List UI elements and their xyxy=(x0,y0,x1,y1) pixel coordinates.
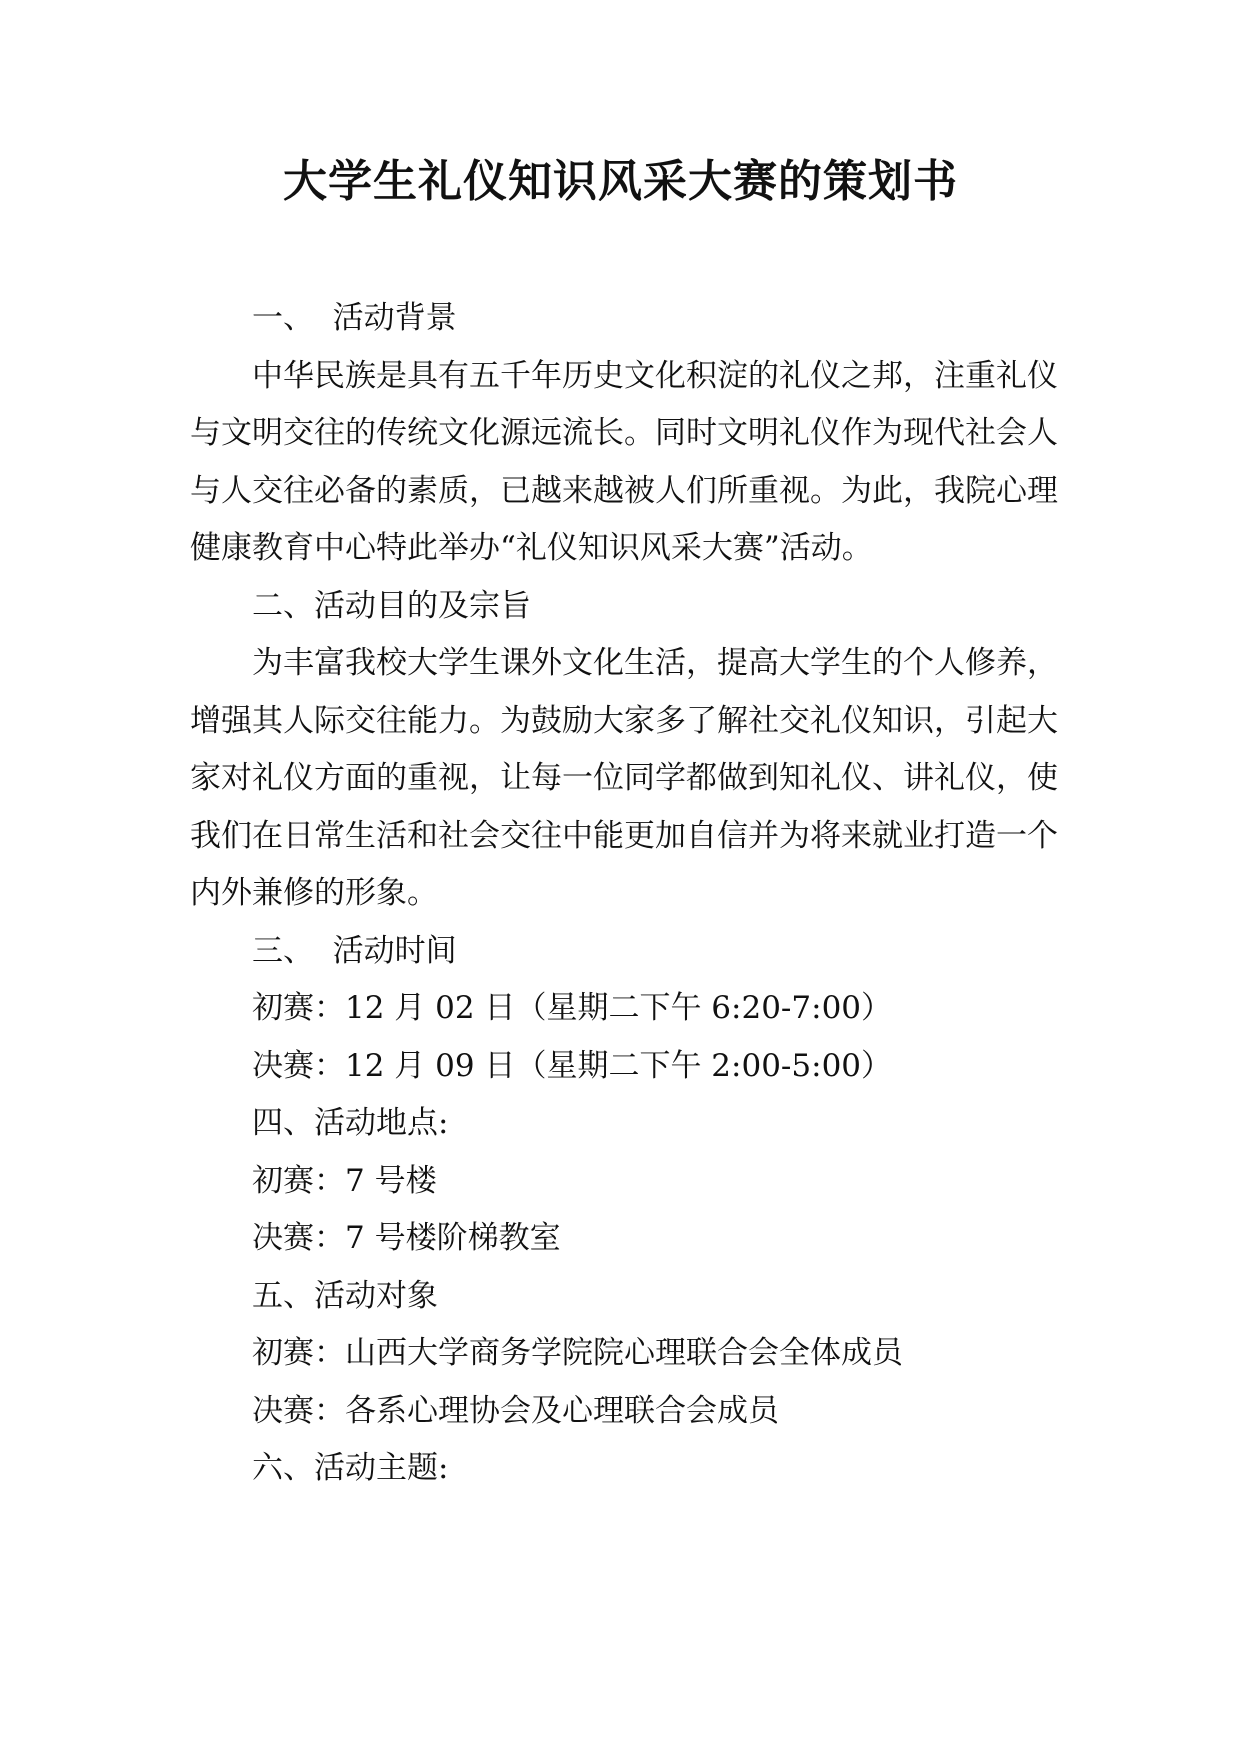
document-title: 大学生礼仪知识风采大赛的策划书 xyxy=(283,156,958,207)
time-final: 决赛：12 月 09 日（星期二下午 2:00-5:00） xyxy=(252,1047,893,1084)
audience-preliminary: 初赛：山西大学商务学院院心理联合会全体成员 xyxy=(252,1335,903,1371)
section-title: 活动时间 xyxy=(332,932,457,969)
section-number: 一、 xyxy=(252,300,314,336)
section-heading-theme: 六、活动主题: xyxy=(252,1450,449,1486)
section-heading-background xyxy=(190,290,1058,348)
audience-final: 决赛：各系心理协会及心理联合会成员 xyxy=(252,1392,779,1429)
section-number: 三、 xyxy=(252,932,314,969)
paragraph-purpose: 为丰富我校大学生课外文化生活，提高大学生的个人修养，增强其人际交往能力。为鼓励大家多了解社交礼仪知识，引起大家对礼仪方面的重视，让每一位同学都做到知礼仪、讲礼仪，使我们在日常生活和社会交往中能更加自信并为将来就业打造一个内外兼修的形象。 xyxy=(190,645,1058,911)
section-heading-time xyxy=(190,923,1058,981)
section-heading-location: 四、活动地点: xyxy=(252,1105,449,1141)
time-preliminary: 初赛：12 月 02 日（星期二下午 6:20-7:00） xyxy=(252,990,893,1026)
section-heading-audience: 五、活动对象 xyxy=(252,1277,438,1314)
location-preliminary: 初赛：7 号楼 xyxy=(252,1162,437,1199)
location-final: 决赛：7 号楼阶梯教室 xyxy=(252,1220,561,1256)
section-heading-purpose: 二、活动目的及宗旨 xyxy=(252,587,531,624)
document-body xyxy=(190,290,1058,1498)
paragraph-background: 中华民族是具有五千年历史文化积淀的礼仪之邦，注重礼仪与文明交往的传统文化源远流长。同时文明礼仪作为现代社会人与人交往必备的素质，已越来越被人们所重视。为此，我院心理健康教育中心特此举办“礼仪知识风采大赛”活动。 xyxy=(190,357,1058,566)
section-title: 活动背景 xyxy=(332,300,457,336)
